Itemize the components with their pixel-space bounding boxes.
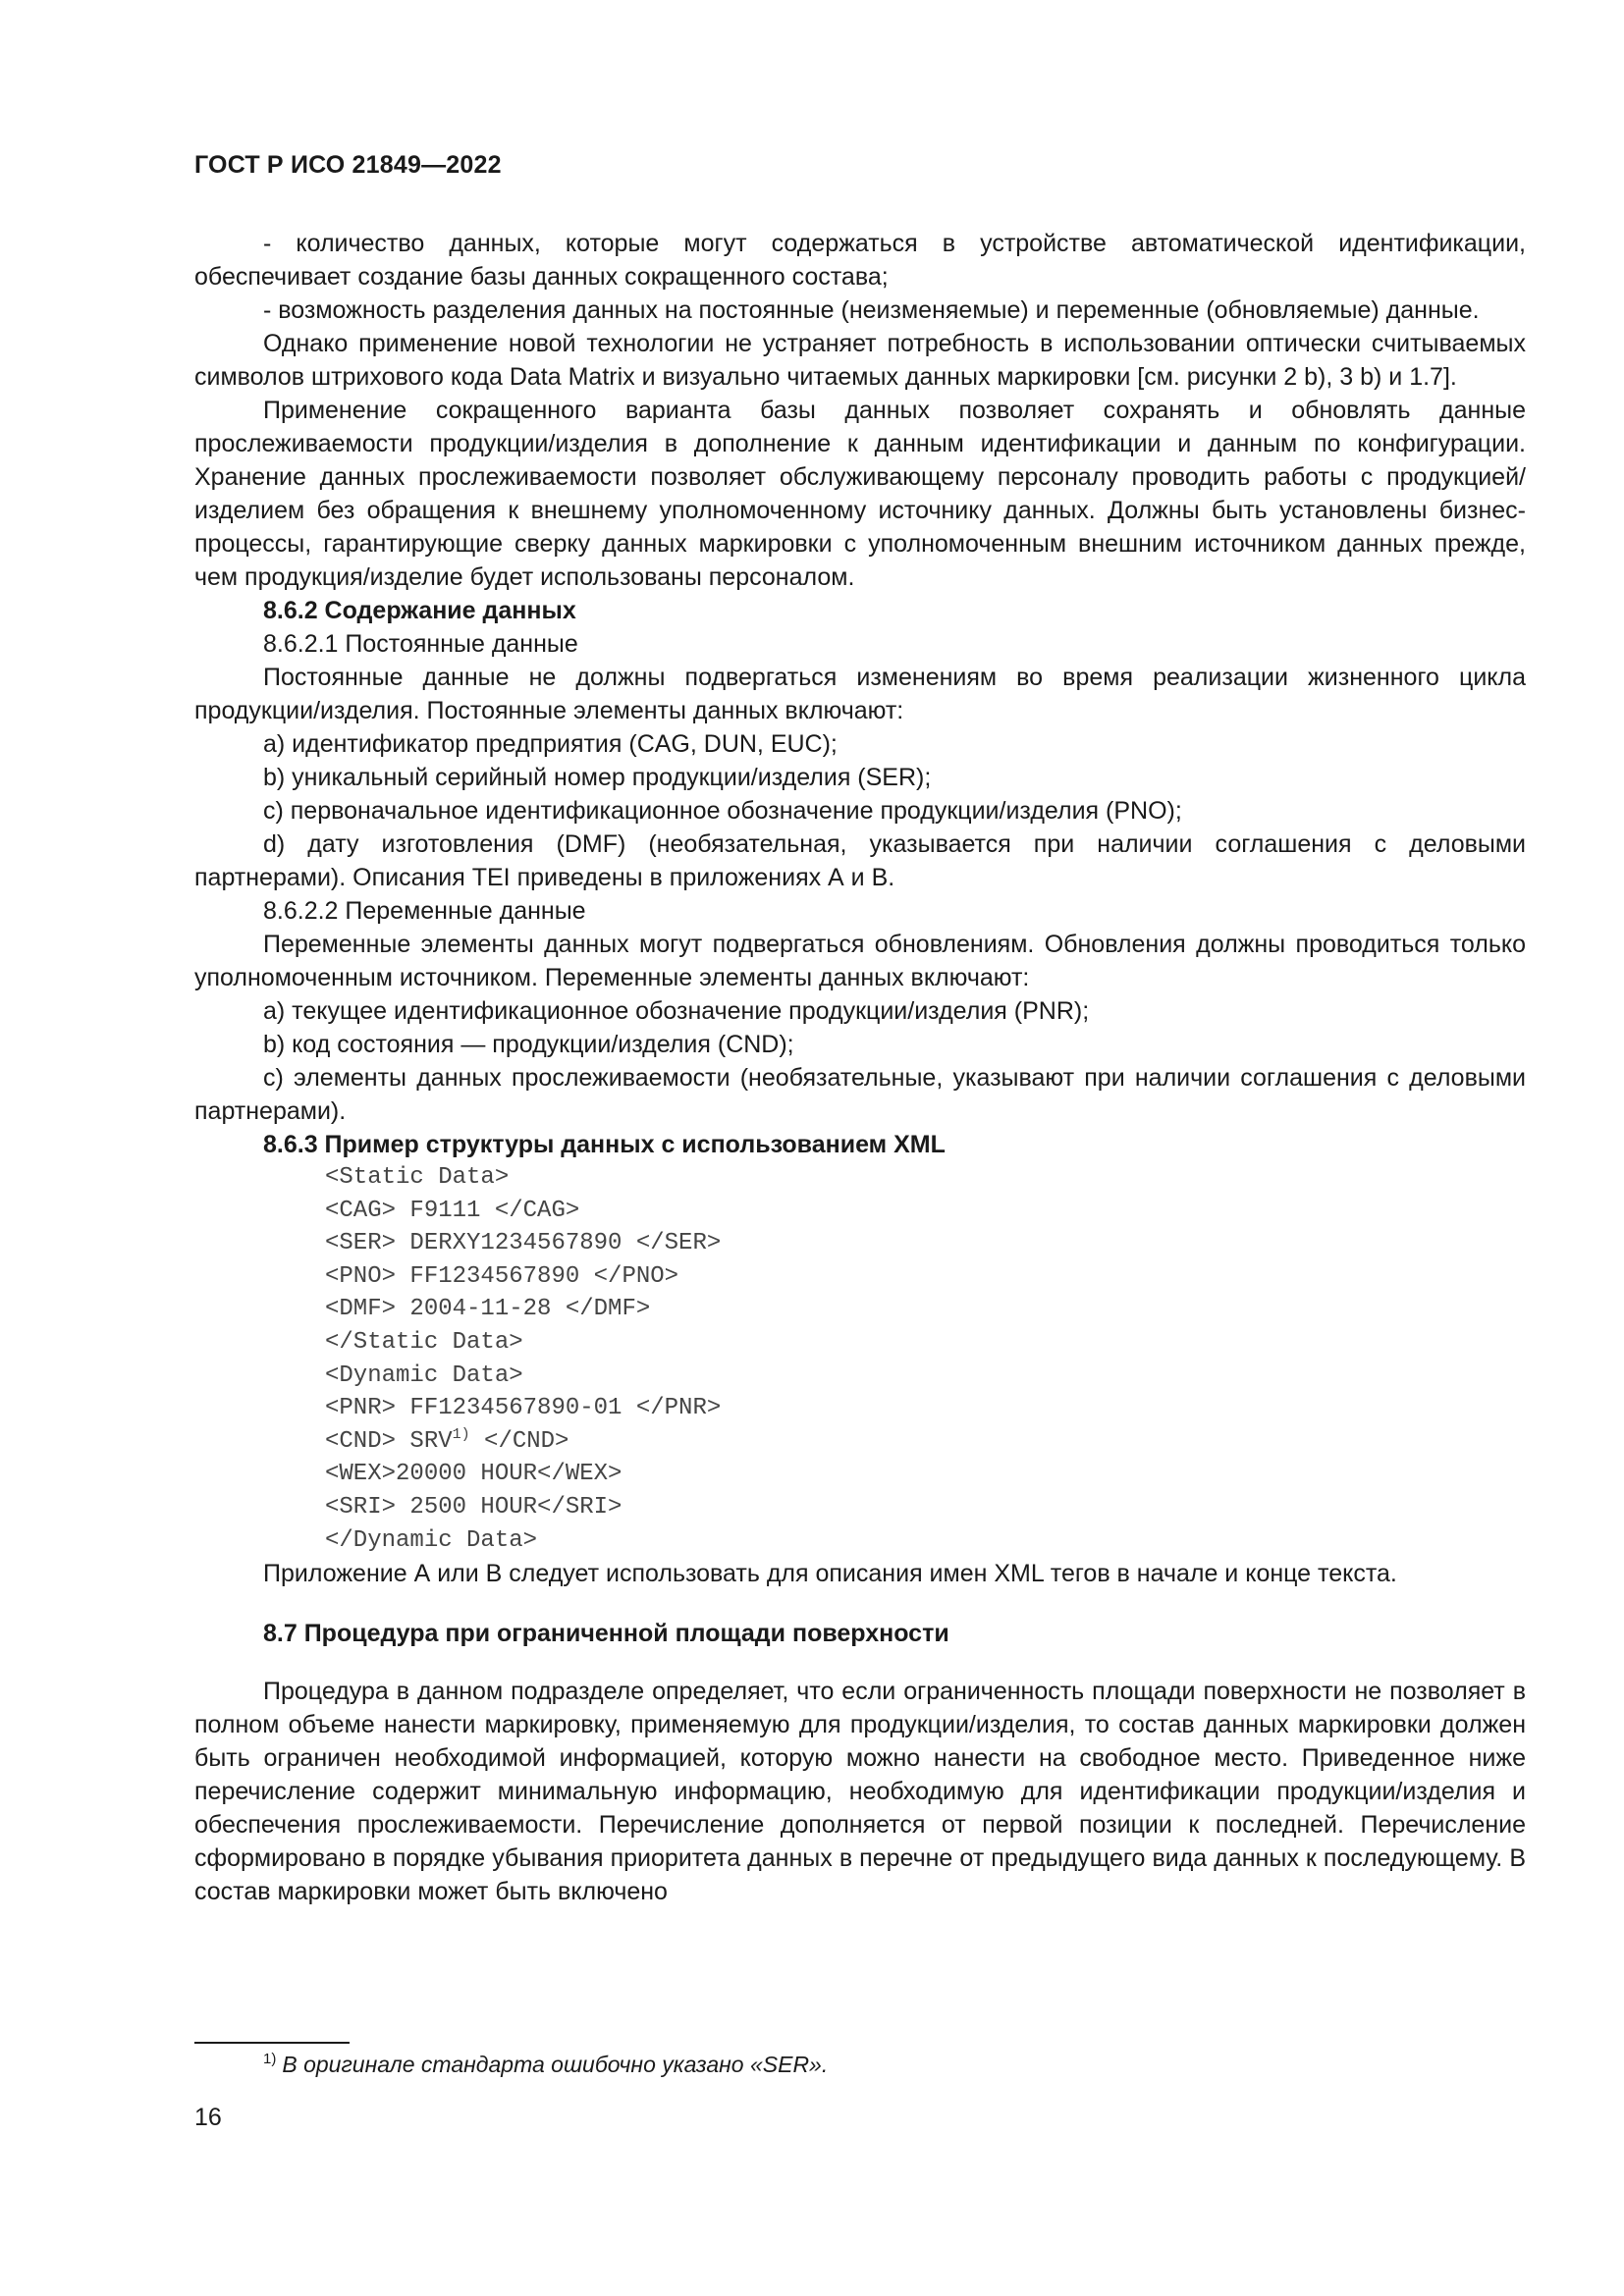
xml-line: </Static Data>	[325, 1328, 523, 1356]
footnote-text: В оригинале стандарта ошибочно указано «SER».	[282, 2052, 829, 2077]
section-heading-8-7: 8.7 Процедура при ограниченной площади поверхности	[263, 1620, 949, 1648]
list-item-dynamic-c: c) элементы данных прослеживаемости (необязательные, указывают при наличии соглашения с деловыми партнерами).	[194, 1064, 1526, 1125]
footnote-reference: 1)	[452, 1425, 470, 1443]
list-item-static-c: c) первоначальное идентификационное обозначение продукции/изделия (PNO);	[263, 797, 1182, 825]
list-item-static-d: d) дату изготовления (DMF) (необязательная, указывается при наличии соглашения с деловыми партнерами). Описания TEI приведены в приложениях А и В.	[194, 830, 1526, 891]
section-heading-8-6-2: 8.6.2 Содержание данных	[263, 597, 576, 624]
document-header: ГОСТ Р ИСО 21849—2022	[194, 151, 502, 179]
xml-line: </Dynamic Data>	[325, 1526, 538, 1554]
xml-line: <CAG> F9111 </CAG>	[325, 1197, 580, 1224]
footnote	[263, 2052, 828, 2078]
list-item-static-a: a) идентификатор предприятия (CAG, DUN, EUC);	[263, 730, 838, 758]
section-heading-8-6-3: 8.6.3 Пример структуры данных с использованием XML	[263, 1131, 946, 1158]
paragraph-data-separation: - возможность разделения данных на постоянные (неизменяемые) и переменные (обновляемые) данные.	[263, 296, 1480, 324]
subsection-heading-8-6-2-1: 8.6.2.1 Постоянные данные	[263, 630, 578, 658]
paragraph-reduced-database: Применение сокращенного варианта базы данных позволяет сохранять и обновлять данные прослеживаемости продукции/изделия в дополнение к данным идентификации и данным по конфигурации. Хранение данных прослеживаемости позволяет обслуживающему персоналу проводить работы с продукцией/изделием без обращения к внешнему уполномоченному источнику данных. Должны быть установлены бизнес-процессы, гарантирующие сверку данных маркировки с уполномоченным внешним источником данных прежде, чем продукция/изделие будет использованы персоналом.	[194, 397, 1526, 591]
xml-line-part: </CND>	[469, 1427, 569, 1455]
paragraph-static-data: Постоянные данные не должны подвергаться изменениям во время реализации жизненного цикла продукции/изделия. Постоянные элементы данных включают:	[194, 664, 1526, 724]
xml-line: <Static Data>	[325, 1164, 510, 1191]
footnote-divider	[194, 2042, 350, 2044]
xml-code-block	[194, 1161, 1526, 1557]
list-item-static-b: b) уникальный серийный номер продукции/изделия (SER);	[263, 764, 932, 791]
page-number: 16	[194, 2104, 222, 2131]
xml-line: <SER> DERXY1234567890 </SER>	[325, 1230, 722, 1257]
xml-line: <Dynamic Data>	[325, 1362, 523, 1389]
xml-line: <DMF> 2004-11-28 </DMF>	[325, 1296, 651, 1323]
xml-line-part: <CND> SRV	[325, 1427, 453, 1455]
paragraph-dynamic-data: Переменные элементы данных могут подвергаться обновлениям. Обновления должны проводиться только уполномоченным источником. Переменные элементы данных включают:	[194, 931, 1526, 991]
paragraph-limited-surface: Процедура в данном подразделе определяет, что если ограниченность площади поверхности не позволяет в полном объеме нанести маркировку, применяемую для продукции/изделия, то состав данных маркировки должен быть ограничен необходимой информацией, которую можно нанести на свободное место. Приведенное ниже перечисление содержит минимальную информацию, необходимую для идентификации продукции/изделия и обеспечения прослеживаемости. Перечисление дополняется от первой позиции к последней. Перечисление сформировано в порядке убывания приоритета данных в перечне от предыдущего вида данных к последующему. В состав маркировки может быть включено	[194, 1678, 1526, 1906]
subsection-heading-8-6-2-2: 8.6.2.2 Переменные данные	[263, 897, 586, 925]
xml-line-with-footnote	[325, 1425, 1526, 1459]
paragraph-data-quantity: - количество данных, которые могут содержаться в устройстве автоматической идентификации, обеспечивает создание базы данных сокращенного состава;	[194, 230, 1526, 291]
paragraph-xml-tags-note: Приложение А или В следует использовать для описания имен XML тегов в начале и конце текста.	[263, 1560, 1397, 1588]
list-item-dynamic-a: a) текущее идентификационное обозначение продукции/изделия (PNR);	[263, 997, 1090, 1025]
footnote-marker: 1)	[263, 2051, 277, 2067]
xml-line: <SRI> 2500 HOUR</SRI>	[325, 1493, 623, 1521]
xml-line: <WEX>20000 HOUR</WEX>	[325, 1461, 623, 1488]
xml-line: <PNO> FF1234567890 </PNO>	[325, 1262, 679, 1290]
xml-line: <PNR> FF1234567890-01 </PNR>	[325, 1395, 722, 1422]
paragraph-new-technology: Однако применение новой технологии не устраняет потребность в использовании оптически считываемых символов штрихового кода Data Matrix и визуально читаемых данных маркировки [см. рисунки 2 b), 3 b) и 1.7].	[194, 330, 1526, 391]
list-item-dynamic-b: b) код состояния — продукции/изделия (CND);	[263, 1031, 794, 1058]
page-body	[194, 227, 1526, 1908]
